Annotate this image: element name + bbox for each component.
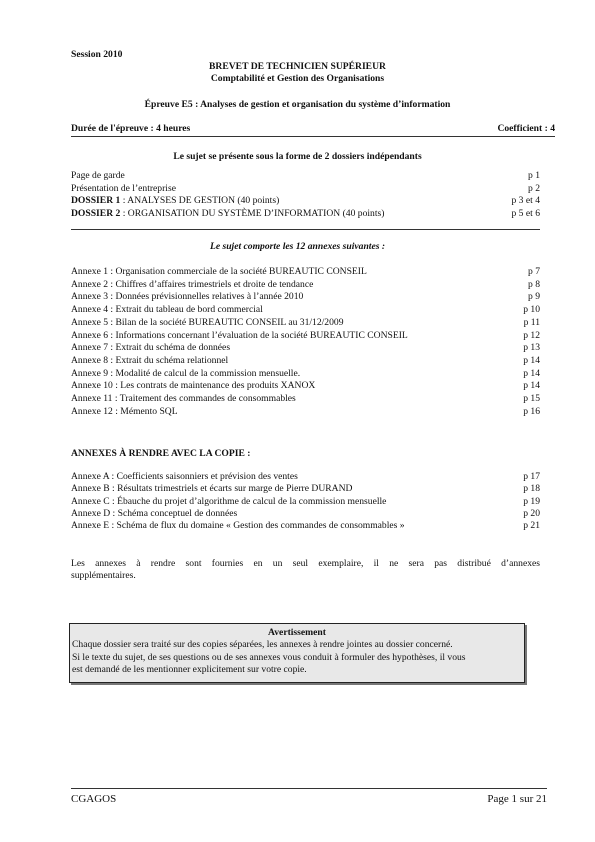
item-label [71,508,237,520]
item-page-ref: p 8 [528,278,540,290]
item-label-text: Annexe 3 : Données prévisionnelles relatives à l’année 2010 [71,291,304,303]
list-item [71,393,540,405]
a-rendre-note [71,558,540,582]
item-page-ref: p 14 [523,380,540,392]
list-item [71,195,540,207]
a-rendre-note-line1: Les annexes à rendre sont fournies en un seul exemplaire, il ne sera pas distribué d’annexes [71,558,540,569]
list-item [71,183,540,195]
list-item [71,330,540,342]
list-item [71,208,540,220]
footer-divider [71,788,547,789]
item-label [71,483,352,495]
coefficient-label: Coefficient : 4 [497,123,555,134]
item-label [71,304,263,316]
item-label-text: Annexe 12 : Mémento SQL [71,405,178,417]
item-page-ref: p 16 [523,405,540,417]
item-label [71,317,344,329]
item-page-ref: p 21 [523,520,540,532]
item-label [71,355,228,367]
sujet-heading: Le sujet se présente sous la forme de 2 dossiers indépendants [173,151,422,162]
item-page-ref: p 14 [523,367,540,379]
item-label [71,183,176,195]
session-label: Session 2010 [71,49,123,60]
exam-subtitle: Comptabilité et Gestion des Organisations [210,73,385,84]
list-item [71,342,540,354]
list-item [71,380,540,392]
item-label-text: Annexe 8 : Extrait du schéma relationnel [71,354,229,366]
list-item [71,368,540,380]
list-item [71,266,540,278]
list-item [71,496,540,508]
item-label [71,291,303,303]
footer-page-number: Page 1 sur 21 [487,793,547,805]
item-label-text: Annexe E : Schéma de flux du domaine « Gestion des commandes de consommables » [71,520,405,532]
epreuve-title: Épreuve E5 : Analyses de gestion et organisation du système d’information [144,99,451,110]
item-label [71,520,405,532]
item-label-text: Page de garde [71,170,125,181]
item-label-text: Annexe 4 : Extrait du tableau de bord commercial [71,304,263,316]
item-label-text: Annexe B : Résultats trimestriels et écarts sur marge de Pierre DURAND [71,483,353,495]
list-item [71,520,540,532]
item-page-ref: p 13 [523,342,540,354]
exam-title: BREVET DE TECHNICIEN SUPÉRIEUR [209,61,386,72]
item-label [71,496,386,508]
item-page-ref: p 17 [523,471,540,482]
item-label-text: Annexe 11 : Traitement des commandes de consommables [71,393,296,404]
item-label-text: Annexe 5 : Bilan de la société BUREAUTIC CONSEIL au 31/12/2009 [71,316,344,328]
item-label [71,471,298,483]
item-page-ref: p 12 [523,329,540,341]
list-item [71,317,540,329]
item-page-ref: p 10 [523,304,540,316]
avertissement-box [69,623,525,683]
item-page-ref: p 20 [523,507,540,519]
list-item [71,508,540,520]
item-label-text: Annexe 10 : Les contrats de maintenance des produits XANOX [71,380,316,392]
list-item [71,406,540,418]
item-label [71,330,408,342]
item-label [71,195,279,207]
list-item [71,355,540,367]
item-label-text: Annexe C : Ébauche du projet d’algorithme de calcul de la commission mensuelle [71,495,387,507]
item-label-text: Annexe 2 : Chiffres d’affaires trimestriels et droite de tendance [71,278,314,290]
item-label [71,279,313,291]
avertissement-line2: Si le texte du sujet, de ses questions ou de ses annexes vous conduit à formuler des hypothèses, il vous [72,652,466,663]
item-label [71,393,296,405]
a-rendre-heading: ANNEXES À RENDRE AVEC LA COPIE : [71,448,251,459]
item-label-text: Annexe A : Coefficients saisonniers et prévision des ventes [71,471,298,482]
avertissement-line3: est demandé de les mentionner explicitement sur votre copie. [72,664,307,675]
footer-code: CGAGOS [71,793,117,805]
item-page-ref: p 11 [523,316,540,328]
list-item [71,291,540,303]
item-label [71,406,178,418]
divider [71,136,555,137]
item-label [71,368,300,380]
item-label-text: Annexe D : Schéma conceptuel de données [71,507,238,519]
item-label-text: Présentation de l’entreprise [71,182,176,194]
item-page-ref: p 7 [528,266,540,277]
item-page-ref: p 2 [528,182,540,194]
list-item [71,279,540,291]
divider [71,229,540,230]
list-item [71,304,540,316]
duration-label: Durée de l'épreuve : 4 heures [71,123,191,134]
item-label-text: : ORGANISATION DU SYSTÈME D’INFORMATION (40 points) [120,207,385,219]
item-label-bold: DOSSIER 2 [71,207,121,219]
item-label-text: : ANALYSES DE GESTION (40 points) [120,195,280,207]
item-label [71,342,230,354]
list-item [71,471,540,483]
list-item [71,483,540,495]
item-page-ref: p 18 [523,483,540,495]
item-label [71,208,384,220]
list-item [71,170,540,182]
annexes-heading: Le sujet comporte les 12 annexes suivantes : [209,241,386,252]
duration-row [71,123,555,135]
item-label [71,380,315,392]
item-label [71,266,367,278]
avertissement-line1: Chaque dossier sera traité sur des copies séparées, les annexes à rendre jointes au dossier concerné. [72,639,453,650]
item-label-text: Annexe 7 : Extrait du schéma de données [71,342,231,354]
item-label-text: Annexe 1 : Organisation commerciale de la société BUREAUTIC CONSEIL [71,266,367,277]
item-page-ref: p 5 et 6 [511,207,540,219]
avertissement-title: Avertissement [268,627,326,638]
item-label-text: Annexe 9 : Modalité de calcul de la commission mensuelle. [71,367,301,379]
item-page-ref: p 15 [523,393,540,404]
item-label [71,170,125,182]
item-page-ref: p 1 [528,170,540,181]
item-label-bold: DOSSIER 1 [71,195,121,207]
item-page-ref: p 9 [528,291,540,303]
item-page-ref: p 3 et 4 [511,195,540,207]
item-page-ref: p 19 [523,495,540,507]
a-rendre-note-line2: supplémentaires. [71,570,136,581]
item-label-text: Annexe 6 : Informations concernant l’évaluation de la société BUREAUTIC CONSEIL [71,329,408,341]
item-page-ref: p 14 [523,354,540,366]
